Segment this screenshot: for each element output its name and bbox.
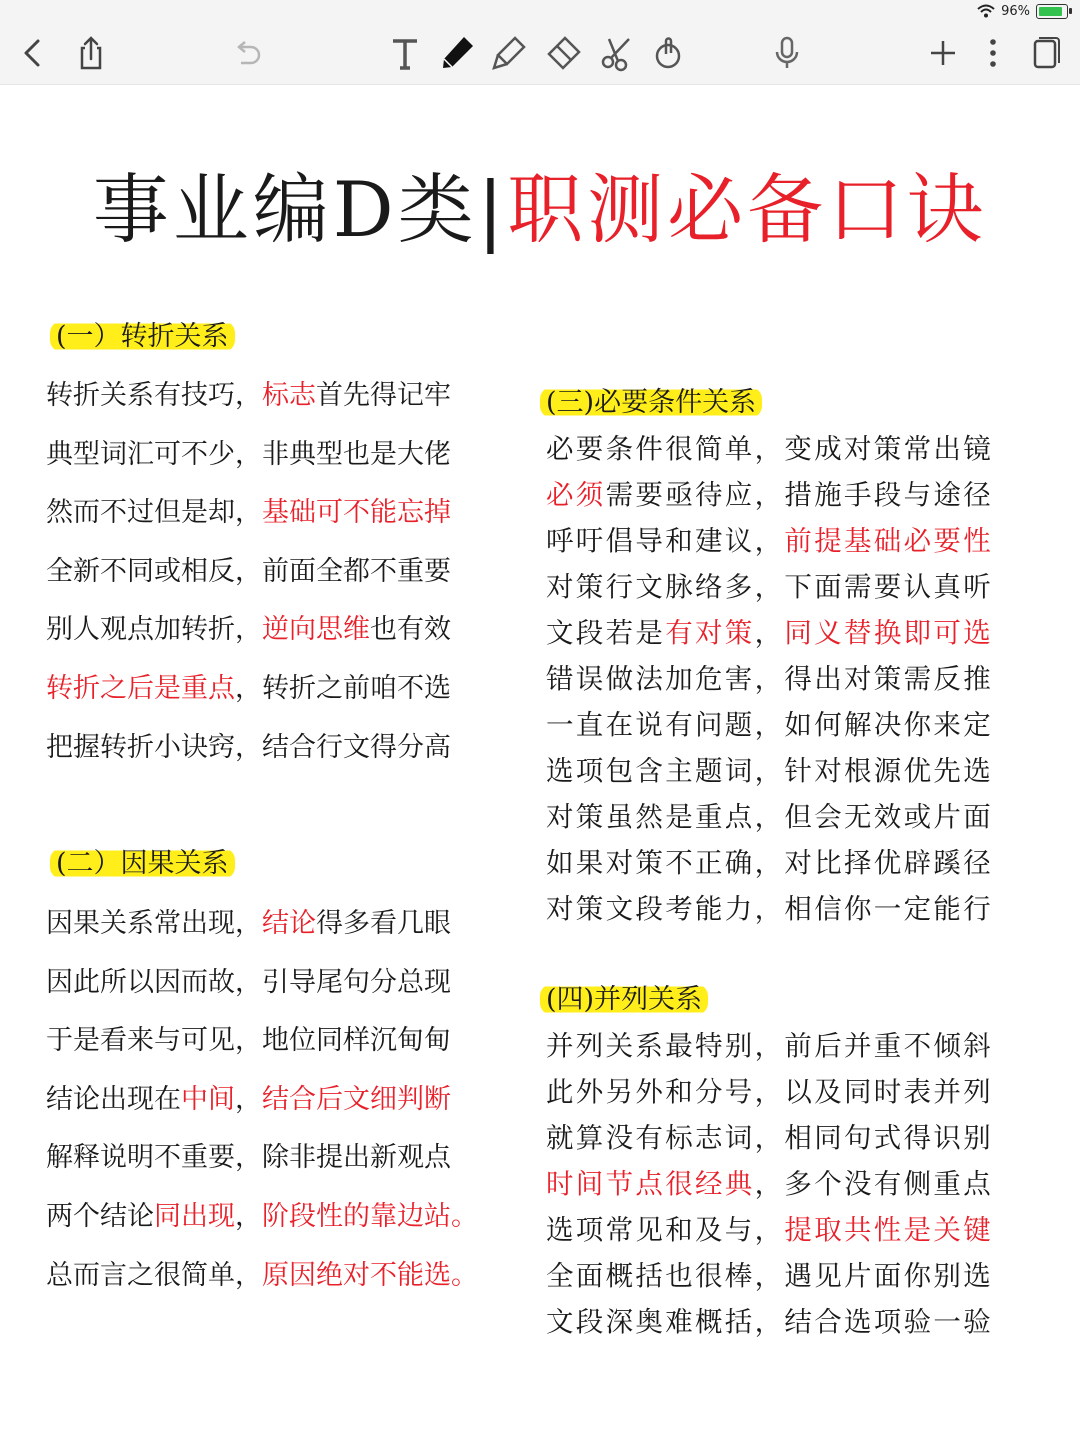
text-segment: 因果关系常出现， xyxy=(46,908,262,939)
text-segment: 错误做法加危害，得出对策需反推 xyxy=(546,663,993,695)
text-line xyxy=(46,660,506,719)
undo-icon xyxy=(227,33,267,73)
microphone-icon xyxy=(767,33,807,73)
text-line xyxy=(546,1299,1046,1345)
key-phrase: 标志 xyxy=(262,380,316,411)
section-body-causal xyxy=(46,895,506,1305)
lasso-tool-button[interactable] xyxy=(594,30,640,76)
section-body-necessary xyxy=(546,426,1046,932)
text-segment: 如果对策不正确，对比择优辟蹊径 xyxy=(546,847,993,879)
text-line xyxy=(46,1188,506,1247)
wifi-icon xyxy=(977,4,995,18)
share-icon xyxy=(71,33,111,73)
back-icon xyxy=(13,33,53,73)
text-segment: 也有效 xyxy=(370,614,451,646)
text-segment: 需要亟待应，措施手段与途径 xyxy=(605,479,994,511)
heading-highlight: (四)并列关系 xyxy=(540,984,708,1015)
undo-button[interactable] xyxy=(224,30,270,76)
text-line xyxy=(46,895,506,954)
battery-level xyxy=(1039,7,1062,16)
key-phrase: 同出现 xyxy=(154,1200,235,1232)
text-segment: 别人观点加转折， xyxy=(46,614,262,646)
text-line xyxy=(546,472,1046,518)
highlighter-icon xyxy=(489,33,529,73)
text-segment: 总而言之很简单， xyxy=(46,1259,262,1291)
key-phrase: 结论 xyxy=(262,908,316,939)
text-line xyxy=(46,426,506,485)
text-line xyxy=(46,1247,506,1306)
key-phrase: 同义替换即可选 xyxy=(784,617,994,649)
text-segment: 对策行文脉络多，下面需要认真听 xyxy=(546,571,993,603)
pages-button[interactable] xyxy=(1022,30,1068,76)
text-segment: 两个结论 xyxy=(46,1200,154,1232)
more-icon xyxy=(973,33,1013,73)
key-phrase: 提取共性是关键 xyxy=(784,1214,994,1246)
text-line xyxy=(46,1071,506,1130)
section-body-turning xyxy=(46,367,506,777)
text-segment: 必要条件很简单，变成对策常出镜 xyxy=(546,433,993,465)
text-segment: 选项包含主题词，针对根源优先选 xyxy=(546,755,993,787)
key-phrase: 时间节点很经典 xyxy=(546,1168,755,1200)
text-line xyxy=(46,1129,506,1188)
text-line xyxy=(546,1207,1046,1253)
heading-highlight: (三)必要条件关系 xyxy=(540,387,762,418)
section-heading-parallel xyxy=(540,981,708,1019)
heading-highlight: (一）转折关系 xyxy=(50,321,235,352)
eraser-tool-button[interactable] xyxy=(540,30,586,76)
text-segment: 把握转折小诀窍，结合行文得分高 xyxy=(46,731,451,763)
section-heading-turning xyxy=(50,318,235,356)
text-line xyxy=(46,601,506,660)
key-phrase: 前提基础必要性 xyxy=(784,525,994,557)
text-line xyxy=(546,564,1046,610)
text-line xyxy=(546,426,1046,472)
key-phrase: 中间 xyxy=(181,1083,235,1115)
text-segment: 全面概括也很棒，遇见片面你别选 xyxy=(546,1260,993,1292)
page-title xyxy=(0,160,1080,260)
text-segment: 并列关系最特别，前后并重不倾斜 xyxy=(546,1030,993,1062)
text-line xyxy=(46,543,506,602)
highlighter-tool-button[interactable] xyxy=(486,30,532,76)
battery-percent: 96% xyxy=(1001,3,1030,19)
text-line xyxy=(546,748,1046,794)
text-segment: 呼吁倡导和建议， xyxy=(546,525,785,557)
text-segment: 首先得记牢 xyxy=(316,380,451,411)
add-icon xyxy=(923,33,963,73)
text-segment: 文段深奥难概括，结合选项验一验 xyxy=(546,1306,993,1338)
text-line xyxy=(546,518,1046,564)
title-separator: | xyxy=(477,165,508,254)
text-segment: ， xyxy=(754,617,785,649)
status-bar xyxy=(977,2,1068,20)
text-segment: 解释说明不重要，除非提出新观点 xyxy=(46,1142,451,1174)
section-heading-causal xyxy=(50,845,235,883)
text-line xyxy=(46,1012,506,1071)
text-segment: 就算没有标志词，相同句式得识别 xyxy=(546,1122,993,1154)
lasso-icon xyxy=(597,33,637,73)
text-line xyxy=(546,794,1046,840)
pages-icon xyxy=(1025,33,1065,73)
section-heading-necessary xyxy=(540,384,762,422)
text-line xyxy=(46,367,506,426)
key-phrase: 必须 xyxy=(546,479,606,511)
text-line xyxy=(546,1115,1046,1161)
text-segment: 得多看几眼 xyxy=(316,908,451,939)
text-segment: 典型词汇可不少，非典型也是大佬 xyxy=(46,438,451,470)
heading-highlight: (二）因果关系 xyxy=(50,848,235,879)
key-phrase: 结合后文细判断 xyxy=(262,1083,451,1115)
add-button[interactable] xyxy=(920,30,966,76)
key-phrase: 原因绝对不能选。 xyxy=(262,1259,478,1291)
eraser-icon xyxy=(543,33,583,73)
text-tool-button[interactable] xyxy=(382,30,428,76)
microphone-button[interactable] xyxy=(764,30,810,76)
share-button[interactable] xyxy=(68,30,114,76)
text-line xyxy=(546,1161,1046,1207)
text-segment: ， xyxy=(235,1083,262,1115)
text-line xyxy=(546,656,1046,702)
text-segment: 对策文段考能力，相信你一定能行 xyxy=(546,893,993,925)
text-segment: ，多个没有侧重点 xyxy=(754,1168,994,1200)
key-phrase: 有对策 xyxy=(665,617,755,649)
text-segment: 结论出现在 xyxy=(46,1083,181,1115)
text-line xyxy=(546,886,1046,932)
text-segment: 此外另外和分号，以及同时表并列 xyxy=(546,1076,993,1108)
text-line xyxy=(546,1023,1046,1069)
hand-touch-icon xyxy=(649,33,689,73)
text-segment: ， xyxy=(235,1200,262,1232)
key-phrase: 阶段性的靠边站。 xyxy=(262,1200,478,1232)
key-phrase: 逆向思维 xyxy=(262,614,370,646)
text-line xyxy=(546,1253,1046,1299)
text-segment: 因此所以因而故，引导尾句分总现 xyxy=(46,966,451,998)
text-line xyxy=(46,484,506,543)
text-segment: ，转折之前咱不选 xyxy=(235,672,451,704)
text-line xyxy=(46,954,506,1013)
title-black: 事业编D类 xyxy=(92,165,478,254)
text-line xyxy=(46,719,506,778)
section-body-parallel xyxy=(546,1023,1046,1345)
text-line xyxy=(546,1069,1046,1115)
pen-tool-icon xyxy=(437,33,477,73)
back-button[interactable] xyxy=(10,30,56,76)
text-segment: 于是看来与可见，地位同样沉甸甸 xyxy=(46,1025,451,1057)
text-line xyxy=(546,840,1046,886)
text-tool-icon xyxy=(385,33,425,73)
text-segment: 全新不同或相反，前面全都不重要 xyxy=(46,555,451,587)
pen-tool-button[interactable] xyxy=(434,30,480,76)
more-button[interactable] xyxy=(970,30,1016,76)
key-phrase: 转折之后是重点 xyxy=(46,672,235,704)
battery-icon xyxy=(1036,4,1068,19)
text-segment: 对策虽然是重点，但会无效或片面 xyxy=(546,801,993,833)
title-red: 职测必备口诀 xyxy=(507,165,988,254)
key-phrase: 基础可不能忘掉 xyxy=(262,497,451,529)
text-segment: 然而不过但是却， xyxy=(46,497,262,529)
text-line xyxy=(546,610,1046,656)
text-segment: 文段若是 xyxy=(546,617,666,649)
touch-tool-button[interactable] xyxy=(646,30,692,76)
text-line xyxy=(546,702,1046,748)
text-segment: 转折关系有技巧， xyxy=(46,380,262,411)
app-toolbar xyxy=(0,0,1080,85)
text-segment: 一直在说有问题，如何解决你来定 xyxy=(546,709,993,741)
text-segment: 选项常见和及与， xyxy=(546,1214,785,1246)
